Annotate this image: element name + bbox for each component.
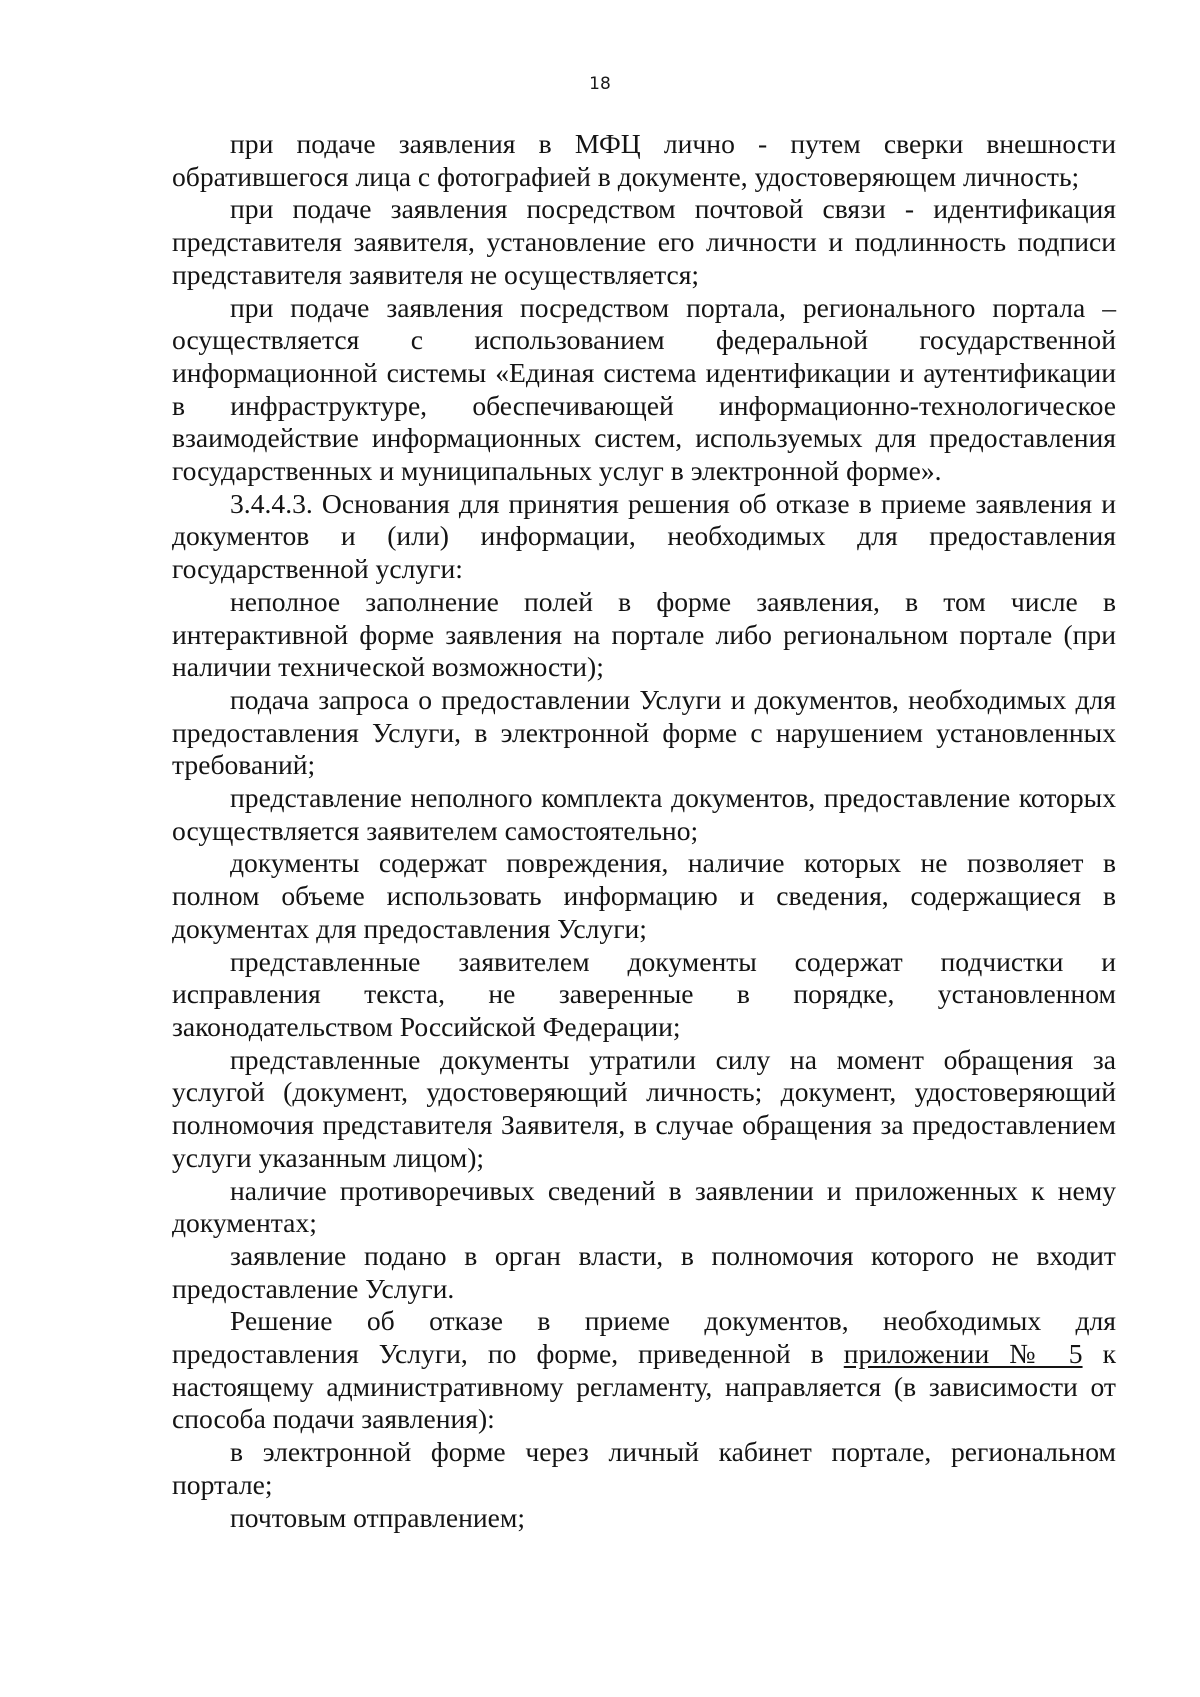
page-number: 18 (589, 74, 611, 94)
paragraph-electronic-violation: подача запроса о предоставлении Услуги и документов, необходимых для предоставления Услуги, в электронной форме с нарушением установленных требований; (172, 683, 1116, 781)
decision-text-before: Решение об отказе в приеме документов, необходимых для предоставления Услуги, по форме, приведенной в (172, 1305, 1116, 1370)
paragraph-electronic-delivery: в электронной форме через личный кабинет портале, региональном портале; (172, 1436, 1116, 1500)
paragraph-corrected-documents: представленные заявителем документы содержат подчистки и исправления текста, не заверенные в порядке, установленном законодательством Российской Федерации; (172, 945, 1116, 1042)
paragraph-postal-delivery: почтовым отправлением; (230, 1501, 526, 1533)
paragraph-expired-documents: представленные документы утратили силу на момент обращения за услугой (документ, удостоверяющий личность; документ, удостоверяющий полномочия представителя Заявителя, в случае обращения за предоставлением услуги указанным лицом); (172, 1043, 1116, 1173)
paragraph-incomplete-documents: представление неполного комплекта документов, предоставление которых осуществляется заявителем самостоятельно; (172, 782, 1116, 846)
document-body (172, 128, 1116, 1534)
appendix-5-link[interactable]: приложении № 5 (843, 1338, 1083, 1370)
paragraph-contradictory-info: наличие противоречивых сведений в заявлении и приложенных к нему документах; (172, 1174, 1116, 1239)
paragraph-decision-delivery (172, 1305, 1116, 1436)
paragraph-wrong-authority: заявление подано в орган власти, в полномочия которого не входит предоставление Услуги. (172, 1239, 1116, 1304)
decision-text-after: к настоящему административному регламенту, направляется (в зависимости от способа подачи заявления): (172, 1338, 1117, 1435)
paragraph-mfc-identification: при подаче заявления в МФЦ лично - путем сверки внешности обратившегося лица с фотографией в документе, удостоверяющем личность; (172, 128, 1116, 192)
paragraph-postal-identification: при подаче заявления посредством почтовой связи - идентификация представителя заявителя, установление его личности и подлинность подписи представителя заявителя не осуществляется; (172, 193, 1116, 290)
paragraph-portal-identification: при подаче заявления посредством портала, регионального портала – осуществляется с использованием федеральной государственной информационной системы «Единая система идентификации и аутентификации в инфраструктуре, обеспечивающей информационно-технологическое взаимодействие информационных систем, используемых для предоставления государственных и муниципальных услуг в электронной форме». (172, 291, 1116, 487)
paragraph-incomplete-form: неполное заполнение полей в форме заявления, в том числе в интерактивной форме заявления на портале либо региональном портале (при наличии технической возможности); (172, 585, 1116, 683)
paragraph-refusal-grounds-heading: 3.4.4.3. Основания для принятия решения об отказе в приеме заявления и документов и (или) информации, необходимых для предоставления государственной услуги: (172, 487, 1116, 585)
paragraph-damaged-documents: документы содержат повреждения, наличие которых не позволяет в полном объеме использовать информацию и сведения, содержащиеся в документах для предоставления Услуги; (172, 847, 1116, 944)
